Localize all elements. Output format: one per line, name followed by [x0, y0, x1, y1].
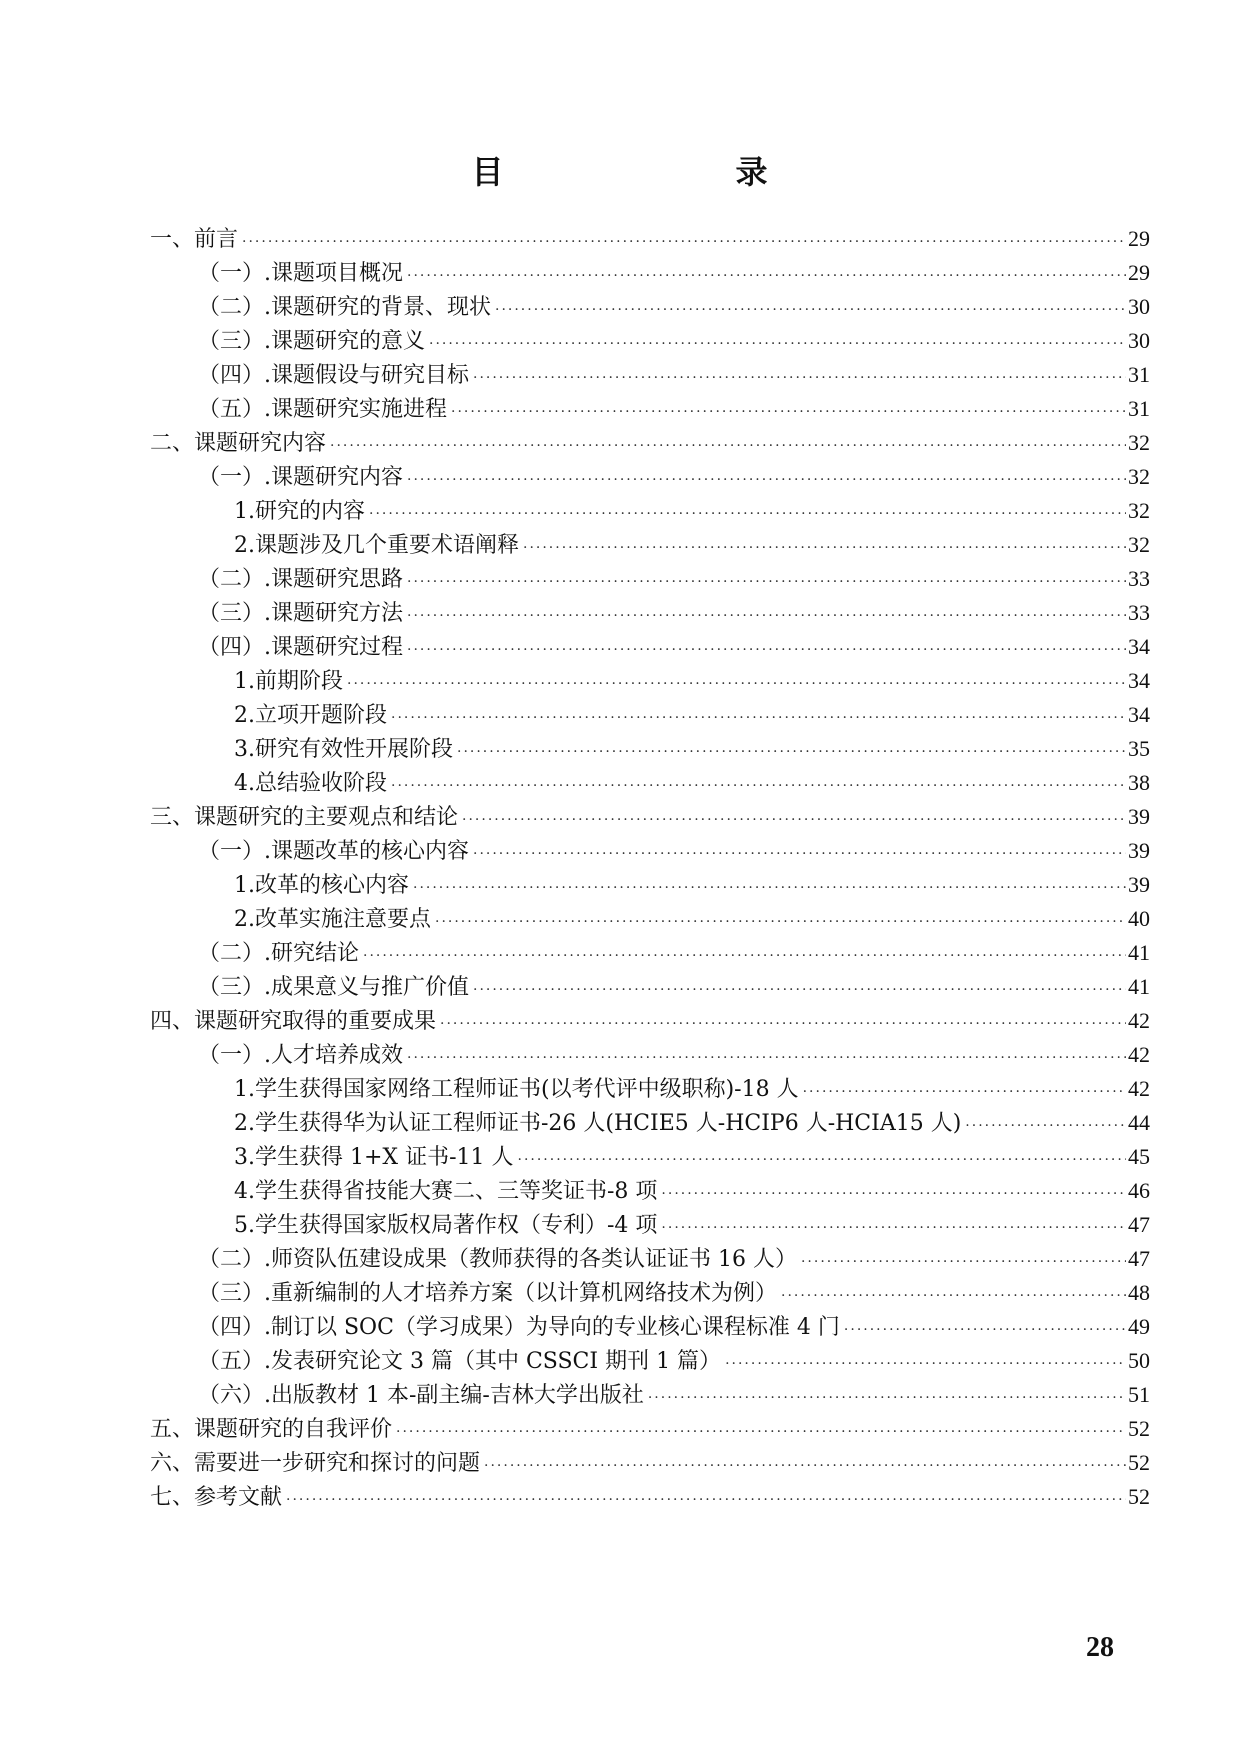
toc-entry[interactable]: [150, 562, 1150, 596]
toc-entry-label: （三）.课题研究的意义: [198, 329, 425, 354]
toc-entry-label: （二）.课题研究的背景、现状: [198, 295, 491, 320]
toc-leader-dots: [282, 1483, 1126, 1517]
toc-leader-dots: [387, 701, 1126, 735]
toc-entry-label: （五）.发表研究论文 3 篇（其中 CSSCI 期刊 1 篇）: [198, 1349, 722, 1374]
toc-entry-page: 34: [1128, 634, 1150, 659]
toc-entry-page: 31: [1128, 396, 1150, 421]
page-number: 28: [1086, 1632, 1114, 1663]
toc-entry-page: 33: [1128, 600, 1150, 625]
toc-entry[interactable]: [150, 970, 1150, 1004]
toc-entry-page: 41: [1128, 974, 1150, 999]
toc-entry-page: 52: [1128, 1416, 1150, 1441]
toc-entry-page: 33: [1128, 566, 1150, 591]
toc-leader-dots: [777, 1279, 1126, 1313]
toc-entry-label: 2.课题涉及几个重要术语阐释: [234, 533, 519, 558]
toc-entry-label: （五）.课题研究实施进程: [198, 397, 447, 422]
toc-entry-label: 七、参考文献: [150, 1485, 283, 1510]
toc-leader-dots: [403, 1041, 1126, 1075]
toc-leader-dots: [403, 599, 1126, 633]
toc-leader-dots: [436, 1007, 1126, 1041]
toc-leader-dots: [799, 1075, 1126, 1109]
toc-leader-dots: [491, 293, 1126, 327]
toc-entry[interactable]: [150, 698, 1150, 732]
toc-entry[interactable]: [150, 766, 1150, 800]
toc-entry-label: 1.学生获得国家网络工程师证书(以考代评中级职称)-18 人: [234, 1077, 799, 1102]
toc-entry-page: 29: [1128, 260, 1150, 285]
toc-entry-label: （四）.制订以 SOC（学习成果）为导向的专业核心课程标准 4 门: [198, 1315, 840, 1340]
toc-entry-label: （一）.课题项目概况: [198, 261, 403, 286]
toc-entry-page: 29: [1128, 226, 1150, 251]
table-of-contents: [150, 222, 1150, 1514]
toc-entry[interactable]: [150, 732, 1150, 766]
toc-leader-dots: [840, 1313, 1126, 1347]
toc-entry-page: 31: [1128, 362, 1150, 387]
toc-entry-label: 4.总结验收阶段: [234, 771, 387, 796]
toc-entry[interactable]: [150, 392, 1150, 426]
toc-entry-label: 1.研究的内容: [234, 499, 365, 524]
toc-entry-label: 3.研究有效性开展阶段: [234, 737, 453, 762]
toc-entry-page: 42: [1128, 1076, 1150, 1101]
toc-entry-page: 32: [1128, 430, 1150, 455]
toc-leader-dots: [480, 1449, 1126, 1483]
toc-leader-dots: [447, 395, 1126, 429]
toc-entry-page: 30: [1128, 294, 1150, 319]
toc-leader-dots: [409, 871, 1126, 905]
toc-entry[interactable]: [150, 1242, 1150, 1276]
toc-entry-label: （二）.课题研究思路: [198, 567, 403, 592]
toc-entry[interactable]: [150, 528, 1150, 562]
toc-entry[interactable]: [150, 324, 1150, 358]
toc-leader-dots: [469, 361, 1126, 395]
toc-entry-page: 44: [1128, 1110, 1150, 1135]
toc-entry[interactable]: [150, 494, 1150, 528]
toc-entry[interactable]: [150, 1004, 1150, 1038]
toc-entry-page: 40: [1128, 906, 1150, 931]
toc-entry[interactable]: [150, 290, 1150, 324]
toc-entry-label: （二）.研究结论: [198, 941, 359, 966]
toc-entry-label: 2.学生获得华为认证工程师证书-26 人(HCIE5 人-HCIP6 人-HCIA15 人): [234, 1111, 962, 1136]
toc-entry-label: 1.改革的核心内容: [234, 873, 409, 898]
toc-entry-label: （三）.课题研究方法: [198, 601, 403, 626]
toc-entry-page: 39: [1128, 804, 1150, 829]
toc-entry-page: 52: [1128, 1450, 1150, 1475]
toc-entry-page: 34: [1128, 702, 1150, 727]
toc-entry-label: 4.学生获得省技能大赛二、三等奖证书-8 项: [234, 1179, 658, 1204]
toc-entry-label: 三、课题研究的主要观点和结论: [150, 805, 459, 830]
toc-entry[interactable]: [150, 460, 1150, 494]
toc-leader-dots: [403, 259, 1126, 293]
toc-entry[interactable]: [150, 1344, 1150, 1378]
toc-entry[interactable]: [150, 1072, 1150, 1106]
toc-entry-page: 32: [1128, 498, 1150, 523]
toc-entry-label: （三）.成果意义与推广价值: [198, 975, 469, 1000]
toc-entry-label: 5.学生获得国家版权局著作权（专利）-4 项: [234, 1213, 658, 1238]
toc-entry-page: 38: [1128, 770, 1150, 795]
toc-entry-page: 39: [1128, 838, 1150, 863]
toc-entry[interactable]: [150, 426, 1150, 460]
toc-entry-label: （一）.课题研究内容: [198, 465, 403, 490]
toc-entry-label: （四）.课题研究过程: [198, 635, 403, 660]
toc-entry[interactable]: [150, 630, 1150, 664]
toc-leader-dots: [387, 769, 1126, 803]
toc-entry[interactable]: [150, 1140, 1150, 1174]
toc-entry[interactable]: [150, 902, 1150, 936]
toc-entry[interactable]: [150, 1106, 1150, 1140]
toc-entry-page: 32: [1128, 532, 1150, 557]
toc-leader-dots: [644, 1381, 1126, 1415]
toc-entry-page: 41: [1128, 940, 1150, 965]
toc-entry-page: 30: [1128, 328, 1150, 353]
toc-leader-dots: [519, 531, 1126, 565]
toc-entry-label: 1.前期阶段: [234, 669, 343, 694]
toc-leader-dots: [343, 667, 1126, 701]
toc-entry-label: 2.立项开题阶段: [234, 703, 387, 728]
toc-entry[interactable]: [150, 1208, 1150, 1242]
toc-entry-page: 50: [1128, 1348, 1150, 1373]
toc-entry-page: 51: [1128, 1382, 1150, 1407]
toc-leader-dots: [657, 1211, 1126, 1245]
toc-entry-page: 34: [1128, 668, 1150, 693]
toc-entry-label: （一）.课题改革的核心内容: [198, 839, 469, 864]
toc-entry[interactable]: [150, 800, 1150, 834]
toc-entry-label: （二）.师资队伍建设成果（教师获得的各类认证证书 16 人）: [198, 1247, 797, 1272]
toc-leader-dots: [403, 463, 1126, 497]
toc-leader-dots: [657, 1177, 1126, 1211]
toc-leader-dots: [403, 565, 1126, 599]
toc-entry-label: 四、课题研究取得的重要成果: [150, 1009, 437, 1034]
toc-leader-dots: [469, 973, 1126, 1007]
toc-leader-dots: [458, 803, 1126, 837]
toc-entry[interactable]: [150, 664, 1150, 698]
toc-leader-dots: [403, 633, 1126, 667]
toc-entry-page: 39: [1128, 872, 1150, 897]
toc-entry[interactable]: [150, 358, 1150, 392]
toc-leader-dots: [797, 1245, 1126, 1279]
toc-entry[interactable]: [150, 1480, 1150, 1514]
toc-entry-page: 35: [1128, 736, 1150, 761]
toc-entry[interactable]: [150, 936, 1150, 970]
toc-entry[interactable]: [150, 1446, 1150, 1480]
toc-entry[interactable]: [150, 1378, 1150, 1412]
toc-leader-dots: [453, 735, 1126, 769]
toc-entry-page: 45: [1128, 1144, 1150, 1169]
toc-entry-label: （三）.重新编制的人才培养方案（以计算机网络技术为例）: [198, 1281, 777, 1306]
toc-entry-label: 二、课题研究内容: [150, 431, 327, 456]
toc-entry[interactable]: [150, 1276, 1150, 1310]
toc-leader-dots: [721, 1347, 1126, 1381]
toc-entry-label: （一）.人才培养成效: [198, 1043, 403, 1068]
toc-entry-label: （四）.课题假设与研究目标: [198, 363, 469, 388]
toc-leader-dots: [365, 497, 1126, 531]
toc-entry-page: 48: [1128, 1280, 1150, 1305]
toc-entry[interactable]: [150, 596, 1150, 630]
toc-entry[interactable]: [150, 1412, 1150, 1446]
toc-entry-page: 47: [1128, 1246, 1150, 1271]
toc-entry-label: 五、课题研究的自我评价: [150, 1417, 393, 1442]
toc-entry[interactable]: [150, 256, 1150, 290]
toc-entry[interactable]: [150, 1310, 1150, 1344]
toc-leader-dots: [392, 1415, 1126, 1449]
toc-entry-page: 42: [1128, 1008, 1150, 1033]
toc-leader-dots: [359, 939, 1126, 973]
toc-leader-dots: [514, 1143, 1127, 1177]
toc-title: 目 录: [471, 153, 868, 191]
toc-entry-label: 一、前言: [150, 227, 239, 252]
toc-entry-page: 32: [1128, 464, 1150, 489]
toc-leader-dots: [425, 327, 1126, 361]
toc-entry-label: （六）.出版教材 1 本-副主编-吉林大学出版社: [198, 1383, 644, 1408]
toc-entry-page: 52: [1128, 1484, 1150, 1509]
toc-leader-dots: [326, 429, 1126, 463]
toc-entry-label: 六、需要进一步研究和探讨的问题: [150, 1451, 481, 1476]
toc-leader-dots: [431, 905, 1126, 939]
toc-entry[interactable]: [150, 834, 1150, 868]
toc-entry[interactable]: [150, 1038, 1150, 1072]
toc-entry-page: 47: [1128, 1212, 1150, 1237]
toc-leader-dots: [238, 225, 1126, 259]
toc-entry[interactable]: [150, 868, 1150, 902]
toc-leader-dots: [469, 837, 1126, 871]
toc-entry-page: 49: [1128, 1314, 1150, 1339]
toc-entry[interactable]: [150, 1174, 1150, 1208]
toc-entry[interactable]: [150, 222, 1150, 256]
toc-entry-page: 46: [1128, 1178, 1150, 1203]
toc-entry-label: 2.改革实施注意要点: [234, 907, 431, 932]
toc-leader-dots: [961, 1109, 1126, 1143]
toc-entry-label: 3.学生获得 1+X 证书-11 人: [234, 1145, 514, 1170]
toc-entry-page: 42: [1128, 1042, 1150, 1067]
